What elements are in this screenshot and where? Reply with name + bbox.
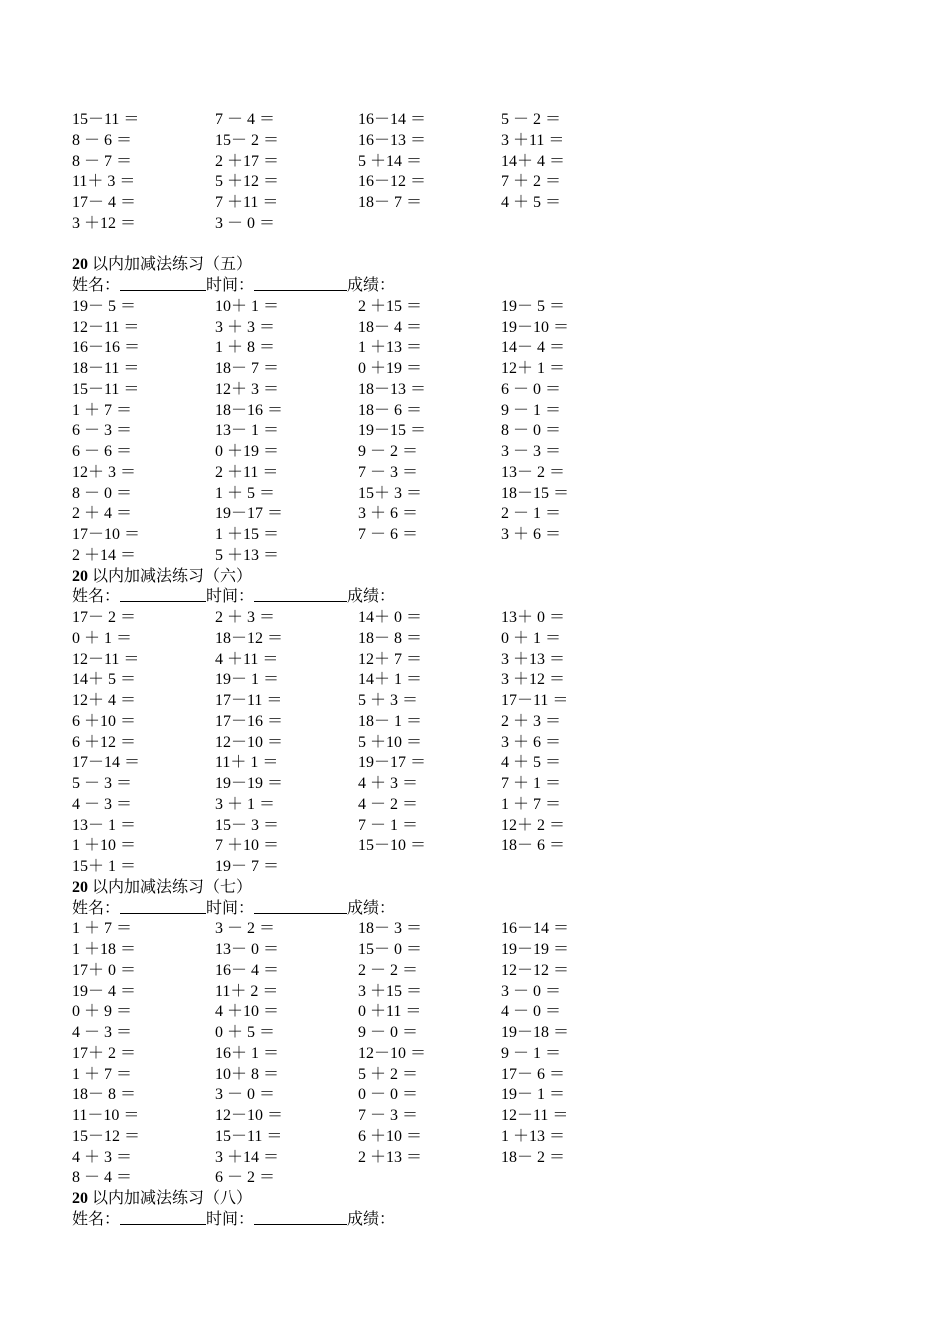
problem-row <box>72 1002 632 1023</box>
math-problem: 3 ＋ 6 ＝ <box>501 733 562 751</box>
math-problem: 6 ＋12 ＝ <box>72 733 137 751</box>
math-problem: 1 ＋ 8 ＝ <box>215 339 276 357</box>
math-problem: 6 － 0 ＝ <box>501 380 562 398</box>
section-title-text: 以内加减法练习（五） <box>88 256 253 274</box>
exercise-section <box>72 235 632 567</box>
score-label: 成绩： <box>347 899 396 917</box>
math-problem: 15－11 ＝ <box>215 1127 283 1145</box>
math-problem: 5 ＋13 ＝ <box>215 546 280 564</box>
math-problem: 3 － 0 ＝ <box>501 982 562 1000</box>
section-title-text: 以内加减法练习（八） <box>88 1190 253 1207</box>
math-problem: 18－ 7 ＝ <box>215 360 280 377</box>
math-problem: 15－12 ＝ <box>72 1127 141 1145</box>
problem-row <box>72 816 632 837</box>
problem-row <box>72 712 632 733</box>
problem-row <box>72 214 632 235</box>
math-problem: 17－10 ＝ <box>72 526 141 543</box>
math-problem: 18－ 2 ＝ <box>501 1148 566 1166</box>
math-problem: 18－ 6 ＝ <box>358 401 423 419</box>
math-problem: 17－ 4 ＝ <box>72 194 137 211</box>
math-problem: 17－ 2 ＝ <box>72 609 137 626</box>
problem-row <box>72 919 632 940</box>
math-problem: 4 ＋ 3 ＝ <box>72 1148 133 1166</box>
math-problem: 7 ＋11 ＝ <box>215 194 279 211</box>
math-problem: 12－10 ＝ <box>358 1044 427 1062</box>
math-problem: 18－ 6 ＝ <box>501 837 566 855</box>
math-problem: 2 ＋13 ＝ <box>358 1148 423 1166</box>
math-problem: 19－ 1 ＝ <box>501 1086 566 1104</box>
time-label: 时间： <box>206 277 255 294</box>
math-problem: 1 ＋13 ＝ <box>501 1127 566 1145</box>
math-problem: 19－19 ＝ <box>215 775 284 792</box>
math-problem: 19－19 ＝ <box>501 941 570 958</box>
math-problem: 5 ＋ 3 ＝ <box>358 692 419 709</box>
math-problem: 19－17 ＝ <box>358 754 427 772</box>
math-problem: 16－16 ＝ <box>72 339 141 357</box>
math-problem: 12－11 ＝ <box>72 318 140 336</box>
math-problem: 11＋ 3 ＝ <box>72 173 136 191</box>
problem-row <box>72 733 632 754</box>
math-problem: 19－ 1 ＝ <box>215 671 280 689</box>
exercise-section <box>72 878 632 1189</box>
math-problem <box>358 857 501 878</box>
math-problem: 17－ 6 ＝ <box>501 1065 566 1083</box>
name-blank[interactable] <box>120 276 206 291</box>
problem-row <box>72 546 632 567</box>
problem-row <box>72 504 632 525</box>
math-problem <box>358 546 501 567</box>
math-problem: 18－16 ＝ <box>215 401 284 419</box>
math-problem: 12－11 ＝ <box>501 1107 569 1124</box>
math-problem: 15－ 3 ＝ <box>215 816 280 834</box>
problem-row <box>72 401 632 422</box>
problem-row <box>72 857 632 878</box>
math-problem: 10＋ 8 ＝ <box>215 1065 280 1083</box>
math-problem: 11－10 ＝ <box>72 1107 140 1124</box>
math-problem: 15－10 ＝ <box>358 837 427 855</box>
problem-row <box>72 359 632 380</box>
problem-row <box>72 421 632 442</box>
math-problem: 15＋ 1 ＝ <box>72 858 137 875</box>
math-problem: 1 ＋ 5 ＝ <box>215 484 276 502</box>
problem-row <box>72 691 632 712</box>
math-problem: 6 － 3 ＝ <box>72 422 133 440</box>
math-problem: 1 ＋15 ＝ <box>215 526 280 543</box>
name-label: 姓名： <box>72 899 121 917</box>
math-problem: 6 － 6 ＝ <box>72 443 133 460</box>
math-problem <box>358 214 501 235</box>
worksheet-content <box>72 110 632 1231</box>
math-problem: 12－10 ＝ <box>215 1107 284 1124</box>
math-problem: 18－ 7 ＝ <box>358 194 423 211</box>
problem-row <box>72 1127 632 1148</box>
name-label: 姓名： <box>72 1210 121 1228</box>
problem-row <box>72 338 632 359</box>
math-problem: 12－11 ＝ <box>72 650 140 668</box>
math-problem: 15＋ 3 ＝ <box>358 484 423 502</box>
math-problem: 3 ＋ 1 ＝ <box>215 795 276 813</box>
problem-row <box>72 670 632 691</box>
math-problem: 0 ＋ 5 ＝ <box>215 1024 276 1041</box>
math-problem: 3 － 2 ＝ <box>215 920 276 938</box>
math-problem: 7 － 4 ＝ <box>215 111 276 128</box>
problem-row <box>72 193 632 214</box>
time-blank[interactable] <box>254 1210 347 1225</box>
time-blank[interactable] <box>254 899 347 914</box>
problem-row <box>72 982 632 1003</box>
math-problem: 2 ＋17 ＝ <box>215 152 280 170</box>
math-problem: 5 ＋14 ＝ <box>358 152 423 170</box>
problem-row <box>72 1106 632 1127</box>
math-problem: 1 ＋ 7 ＝ <box>72 920 133 938</box>
math-problem: 7 － 6 ＝ <box>358 526 419 543</box>
problem-row <box>72 1023 632 1044</box>
math-problem: 3 ＋12 ＝ <box>501 671 566 689</box>
student-info-line <box>72 1210 632 1231</box>
problem-row <box>72 463 632 484</box>
math-problem: 11＋ 1 ＝ <box>215 754 279 772</box>
math-problem: 13－ 1 ＝ <box>72 816 137 834</box>
math-problem: 0 ＋ 1 ＝ <box>501 629 562 647</box>
math-problem: 10＋ 1 ＝ <box>215 297 280 315</box>
score-label: 成绩： <box>347 1210 396 1228</box>
problem-row <box>72 1148 632 1169</box>
name-label: 姓名： <box>72 277 121 294</box>
math-problem: 18－ 8 ＝ <box>358 629 423 647</box>
math-problem: 17－14 ＝ <box>72 754 141 772</box>
math-problem: 1 ＋ 7 ＝ <box>72 401 133 419</box>
math-problem: 18－ 3 ＝ <box>358 920 423 938</box>
name-blank[interactable] <box>120 587 206 602</box>
problem-row <box>72 318 632 339</box>
math-problem: 12＋ 1 ＝ <box>501 360 566 377</box>
math-problem: 8 － 7 ＝ <box>72 152 133 170</box>
math-problem: 14＋ 5 ＝ <box>72 671 137 689</box>
math-problem: 3 ＋ 6 ＝ <box>501 526 562 543</box>
problem-row <box>72 1044 632 1065</box>
math-problem: 7 ＋ 2 ＝ <box>501 173 562 191</box>
math-problem: 15－ 2 ＝ <box>215 131 280 149</box>
time-label: 时间： <box>206 588 255 606</box>
name-blank[interactable] <box>120 1210 206 1225</box>
section-title <box>72 1189 632 1210</box>
math-problem: 5 ＋10 ＝ <box>358 733 423 751</box>
exercise-section <box>72 567 632 878</box>
math-problem: 17－16 ＝ <box>215 712 284 730</box>
problem-row <box>72 836 632 857</box>
problem-row <box>72 131 632 152</box>
math-problem: 19－ 5 ＝ <box>501 297 566 315</box>
math-problem: 3 ＋ 3 ＝ <box>215 318 276 336</box>
math-problem: 18－12 ＝ <box>215 629 284 647</box>
math-problem: 0 ＋19 ＝ <box>215 443 280 460</box>
problem-row <box>72 629 632 650</box>
math-problem <box>501 857 644 878</box>
math-problem: 18－ 1 ＝ <box>358 712 423 730</box>
section-title-text: 以内加减法练习（六） <box>88 567 253 585</box>
math-problem: 3 － 0 ＝ <box>215 214 276 232</box>
time-blank[interactable] <box>254 276 347 291</box>
problem-row <box>72 380 632 401</box>
math-problem: 7 ＋ 1 ＝ <box>501 775 562 792</box>
math-problem: 12－12 ＝ <box>501 961 570 979</box>
math-problem: 16＋ 1 ＝ <box>215 1044 280 1062</box>
math-problem: 4 ＋11 ＝ <box>215 650 279 668</box>
problem-row <box>72 442 632 463</box>
math-problem: 12＋ 2 ＝ <box>501 816 566 834</box>
math-problem: 18－ 4 ＝ <box>358 318 423 336</box>
student-info-line <box>72 587 632 608</box>
math-problem: 15－11 ＝ <box>72 111 140 128</box>
name-label: 姓名： <box>72 588 121 606</box>
problem-row <box>72 297 632 318</box>
math-problem <box>358 1168 501 1189</box>
problem-row <box>72 650 632 671</box>
math-problem: 15－ 0 ＝ <box>358 941 423 958</box>
score-label: 成绩： <box>347 277 396 294</box>
math-problem: 6 ＋10 ＝ <box>358 1127 423 1145</box>
math-problem: 19－ 5 ＝ <box>72 297 137 315</box>
math-problem: 3 ＋15 ＝ <box>358 982 423 1000</box>
problem-row <box>72 152 632 173</box>
math-problem: 11＋ 2 ＝ <box>215 982 279 1000</box>
math-problem: 12＋ 3 ＝ <box>215 380 280 398</box>
math-problem: 16－14 ＝ <box>501 920 570 938</box>
math-problem: 4 ＋ 3 ＝ <box>358 775 419 792</box>
math-problem: 16－12 ＝ <box>358 173 427 191</box>
math-problem: 18－15 ＝ <box>501 484 570 502</box>
math-problem: 1 ＋10 ＝ <box>72 837 137 855</box>
problem-row <box>72 608 632 629</box>
section-title <box>72 255 632 276</box>
math-problem: 2 ＋15 ＝ <box>358 297 423 315</box>
math-problem: 1 ＋ 7 ＝ <box>72 1065 133 1083</box>
math-problem: 9 － 2 ＝ <box>358 443 419 460</box>
math-problem: 2 ＋ 3 ＝ <box>501 712 562 730</box>
math-problem: 0 － 0 ＝ <box>358 1086 419 1104</box>
math-problem: 19－18 ＝ <box>501 1024 570 1041</box>
math-problem: 1 ＋18 ＝ <box>72 941 137 958</box>
math-problem: 19－10 ＝ <box>501 318 570 336</box>
math-problem: 12＋ 7 ＝ <box>358 650 423 668</box>
math-problem: 1 ＋13 ＝ <box>358 339 423 357</box>
math-problem: 5 － 2 ＝ <box>501 111 562 128</box>
problem-row <box>72 172 632 193</box>
math-problem: 9 － 1 ＝ <box>501 401 562 419</box>
math-problem: 4 ＋ 5 ＝ <box>501 194 562 211</box>
math-problem: 5 ＋12 ＝ <box>215 173 280 191</box>
math-problem: 4 ＋10 ＝ <box>215 1003 280 1021</box>
math-problem: 2 ＋ 4 ＝ <box>72 505 133 523</box>
math-problem: 3 ＋ 6 ＝ <box>358 505 419 523</box>
math-problem: 16－ 4 ＝ <box>215 961 280 979</box>
math-problem <box>501 214 644 235</box>
math-problem: 3 － 0 ＝ <box>215 1086 276 1104</box>
section-spacer <box>72 235 632 256</box>
math-problem: 7 ＋10 ＝ <box>215 837 280 855</box>
math-problem <box>501 1168 644 1189</box>
math-problem: 4 ＋ 5 ＝ <box>501 754 562 772</box>
math-problem: 2 ＋ 3 ＝ <box>215 609 276 626</box>
math-problem: 19－15 ＝ <box>358 422 427 440</box>
problem-row <box>72 484 632 505</box>
section-title-number: 20 <box>72 1190 88 1207</box>
math-problem: 12＋ 4 ＝ <box>72 692 137 709</box>
math-problem: 9 － 0 ＝ <box>358 1024 419 1041</box>
score-label: 成绩： <box>347 588 396 606</box>
time-label: 时间： <box>206 1210 255 1228</box>
math-problem: 14＋ 4 ＝ <box>501 152 566 170</box>
math-problem: 4 － 3 ＝ <box>72 795 133 813</box>
math-problem: 18－ 8 ＝ <box>72 1086 137 1104</box>
math-problem: 18－11 ＝ <box>72 360 140 377</box>
section-title-number: 20 <box>72 878 88 896</box>
math-problem: 12－10 ＝ <box>215 733 284 751</box>
problem-row <box>72 1065 632 1086</box>
problem-row <box>72 961 632 982</box>
problem-row <box>72 940 632 961</box>
problem-row <box>72 1168 632 1189</box>
math-problem: 4 － 2 ＝ <box>358 795 419 813</box>
math-problem: 8 － 6 ＝ <box>72 131 133 149</box>
math-problem: 19－ 4 ＝ <box>72 982 137 1000</box>
math-problem: 9 － 1 ＝ <box>501 1044 562 1062</box>
problem-row <box>72 1085 632 1106</box>
problem-row <box>72 525 632 546</box>
math-problem: 19－17 ＝ <box>215 505 284 523</box>
math-problem: 8 － 0 ＝ <box>501 422 562 440</box>
math-problem: 17－11 ＝ <box>501 692 569 709</box>
math-problem: 16－14 ＝ <box>358 111 427 128</box>
time-label: 时间： <box>206 899 255 917</box>
math-problem: 6 ＋10 ＝ <box>72 712 137 730</box>
section-title-number: 20 <box>72 256 88 274</box>
math-problem: 13＋ 0 ＝ <box>501 609 566 626</box>
math-problem: 8 － 4 ＝ <box>72 1169 133 1187</box>
math-problem: 0 ＋ 1 ＝ <box>72 629 133 647</box>
math-problem: 6 － 2 ＝ <box>215 1169 276 1187</box>
math-problem: 3 ＋13 ＝ <box>501 650 566 668</box>
name-blank[interactable] <box>120 899 206 914</box>
math-problem: 7 － 3 ＝ <box>358 1107 419 1124</box>
math-problem <box>501 546 644 567</box>
math-problem: 0 ＋ 9 ＝ <box>72 1003 133 1021</box>
section-title-text: 以内加减法练习（七） <box>88 878 253 896</box>
problem-row <box>72 795 632 816</box>
math-problem: 17＋ 0 ＝ <box>72 961 137 979</box>
math-problem: 7 － 1 ＝ <box>358 816 419 834</box>
math-problem: 8 － 0 ＝ <box>72 484 133 502</box>
exercise-section <box>72 1189 632 1231</box>
math-problem: 19－ 7 ＝ <box>215 858 280 875</box>
math-problem: 0 ＋11 ＝ <box>358 1003 422 1021</box>
exercise-section <box>72 110 632 235</box>
math-problem: 2 ＋14 ＝ <box>72 546 137 564</box>
math-problem: 5 － 3 ＝ <box>72 775 133 792</box>
math-problem: 12＋ 3 ＝ <box>72 463 137 481</box>
math-problem: 7 － 3 ＝ <box>358 463 419 481</box>
section-title-number: 20 <box>72 567 88 585</box>
math-problem: 2 － 1 ＝ <box>501 505 562 523</box>
math-problem: 4 － 0 ＝ <box>501 1003 562 1021</box>
math-problem: 17－11 ＝ <box>215 692 283 709</box>
math-problem: 3 ＋11 ＝ <box>501 131 565 149</box>
math-problem: 5 ＋ 2 ＝ <box>358 1065 419 1083</box>
problem-row <box>72 753 632 774</box>
problem-row <box>72 110 632 131</box>
student-info-line <box>72 276 632 297</box>
math-problem: 3 ＋14 ＝ <box>215 1148 280 1166</box>
math-problem: 0 ＋19 ＝ <box>358 360 423 377</box>
math-problem: 1 ＋ 7 ＝ <box>501 795 562 813</box>
problem-row <box>72 774 632 795</box>
math-problem: 3 － 3 ＝ <box>501 443 562 460</box>
math-problem: 15－11 ＝ <box>72 380 140 398</box>
math-problem: 13－ 1 ＝ <box>215 422 280 440</box>
math-problem: 2 ＋11 ＝ <box>215 463 279 481</box>
math-problem: 13－ 0 ＝ <box>215 941 280 958</box>
math-problem: 13－ 2 ＝ <box>501 463 566 481</box>
student-info-line <box>72 899 632 920</box>
time-blank[interactable] <box>254 587 347 602</box>
math-problem: 17＋ 2 ＝ <box>72 1044 137 1062</box>
section-title <box>72 878 632 899</box>
math-problem: 3 ＋12 ＝ <box>72 214 137 232</box>
math-problem: 2 － 2 ＝ <box>358 961 419 979</box>
math-problem: 14－ 4 ＝ <box>501 339 566 357</box>
math-problem: 16－13 ＝ <box>358 131 427 149</box>
math-problem: 14＋ 1 ＝ <box>358 671 423 689</box>
section-title <box>72 567 632 588</box>
math-problem: 18－13 ＝ <box>358 380 427 398</box>
math-problem: 4 － 3 ＝ <box>72 1024 133 1041</box>
math-problem: 14＋ 0 ＝ <box>358 609 423 626</box>
